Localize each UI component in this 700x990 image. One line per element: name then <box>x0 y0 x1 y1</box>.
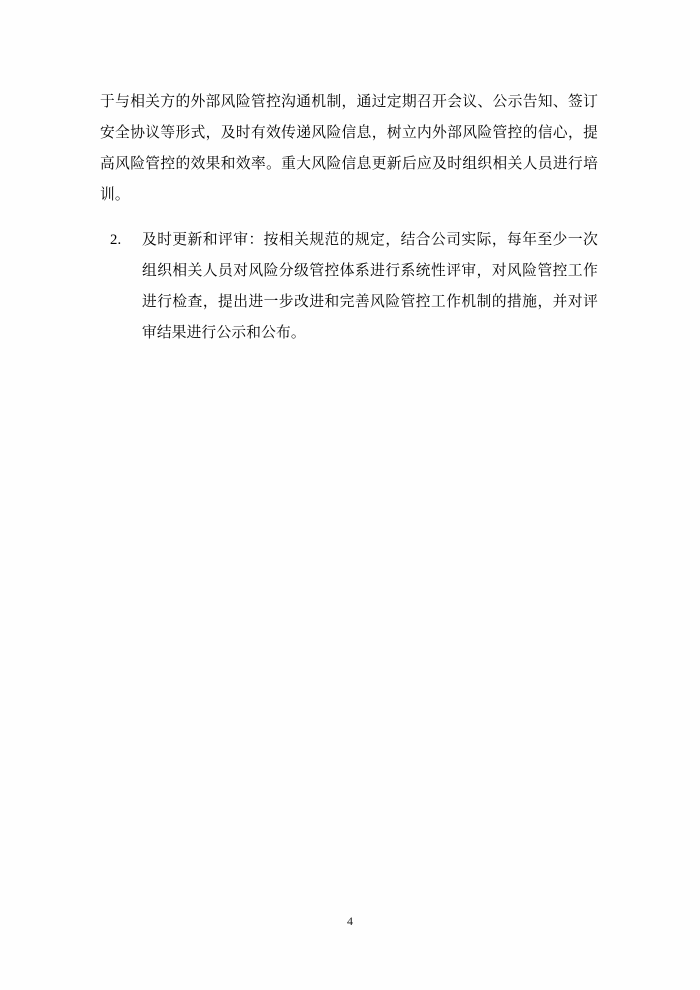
list-item <box>100 225 598 349</box>
page-number: 4 <box>347 914 353 928</box>
list-item-marker: 2. <box>110 232 122 249</box>
page-content <box>100 72 598 349</box>
continued-paragraph: 于与相关方的外部风险管控沟通机制，通过定期召开会议、公示告知、签订安全协议等形式，及时有效传递风险信息，树立内外部风险管控的信心，提高风险管控的效果和效率。重大风险信息更新后应及时组织相关人员进行培训。 <box>100 93 598 203</box>
numbered-list <box>100 225 598 349</box>
page-footer <box>0 912 700 930</box>
list-item-text: 及时更新和评审：按相关规范的规定，结合公司实际，每年至少一次组织相关人员对风险分级管控体系进行系统性评审，对风险管控工作进行检查，提出进一步改进和完善风险管控工作机制的措施，并对评审结果进行公示和公布。 <box>142 232 598 342</box>
